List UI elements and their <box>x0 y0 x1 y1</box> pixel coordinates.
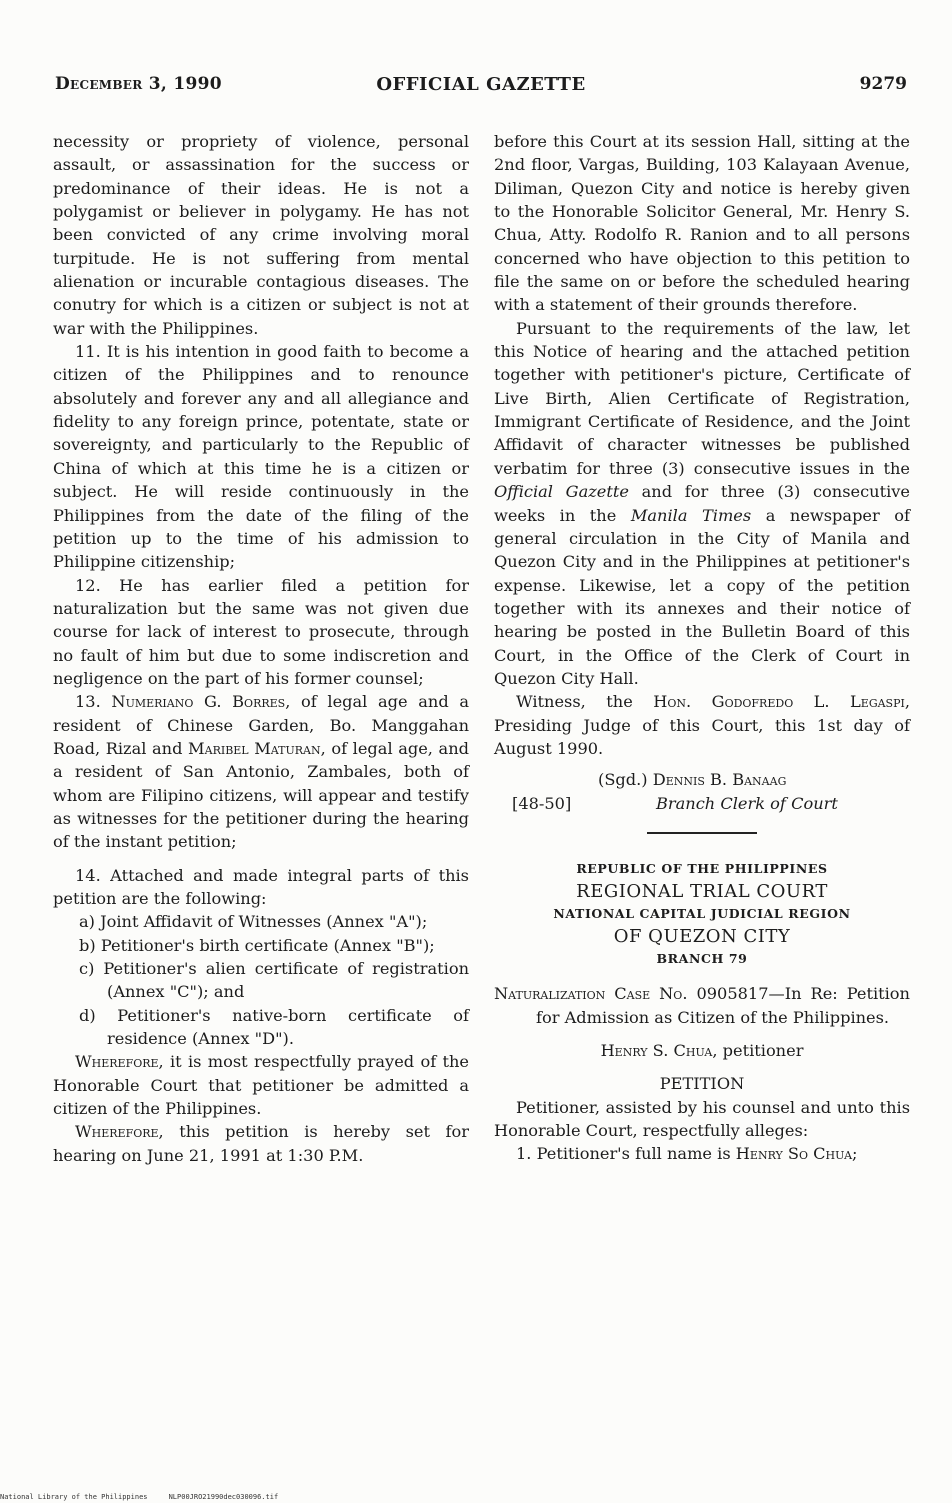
witness-text: Witness, the <box>516 692 654 712</box>
annex-a: a) Joint Affidavit of Witnesses (Annex "A"); <box>79 912 428 932</box>
paragraph-13 <box>53 690 469 853</box>
official-gazette-ref: Official Gazette <box>494 482 629 502</box>
witness-name-2: Maribel Maturan <box>188 738 321 758</box>
court-city: OF QUEZON CITY <box>613 926 791 948</box>
wherefore-lead: Wherefore <box>75 1052 159 1072</box>
scan-filename: NLP00JRO21990dec030096.tif <box>168 1493 279 1501</box>
case-title: 0905817—In Re: Petition for Admission as Citizen of the Philippines. <box>536 984 910 1027</box>
allegation-1-end: ; <box>852 1144 858 1164</box>
publication-title: OFFICIAL GAZETTE <box>376 74 586 95</box>
clerk-name: Dennis B. Banaag <box>652 770 787 790</box>
signature-block <box>494 768 910 818</box>
case-caption <box>494 982 910 1029</box>
page-header <box>55 74 907 102</box>
notice-continued: before this Court at its session Hall, sitting at the 2nd floor, Vargas, Building, 103 Kalayaan Avenue, Diliman, Quezon City and notice is hereby given to the Honorable Solicitor General, Mr. Henry S. Chua, Atty. Rodolfo R. Ranion and to all persons concerned who have objection to this petition to file the same on or before the scheduled hearing with a statement of their grounds therefore. <box>494 132 910 315</box>
library-credit: National Library of the Philippines <box>0 1493 148 1501</box>
paragraph-12: 12. He has earlier filed a petition for naturalization but the same was not given due course for lack of interest to prosecute, through no fault of him but due to some indiscretion and negligence on the part of his former counsel; <box>53 575 469 688</box>
left-column <box>53 130 469 1167</box>
petitioner-line <box>494 1039 910 1062</box>
paragraph-11: 11. It is his intention in good faith to become a citizen of the Philippines and to renounce absolutely and forever any and all allegiance and fidelity to any foreign prince, potentate, state or sovereignty, and particularly to the Republic of China of which at this time he is a citizen or subject. He will reside continuously in the Philippines from the date of the filing of the petition up to the time of his admission to Philippine citizenship; <box>53 342 469 572</box>
publication-order <box>494 317 910 691</box>
signed-mark: (Sgd.) <box>598 770 653 790</box>
witness-clause <box>494 690 910 760</box>
wherefore-prayer <box>53 1050 469 1120</box>
annex-b: b) Petitioner's birth certificate (Annex "B"); <box>79 935 435 955</box>
judge-name: Hon. Godofredo L. Legaspi <box>653 692 905 712</box>
annex-d: d) Petitioner's native-born certificate of residence (Annex "D"). <box>79 1005 469 1049</box>
court-branch: BRANCH 79 <box>656 951 748 967</box>
court-republic: REPUBLIC OF THE PHILIPPINES <box>576 861 828 877</box>
paragraph-13-text-end: , of legal age, and a resident of San Antonio, Zambales, both of whom are Filipino citizens, will appear and testify as witnesses for the petitioner during the hearing of the instant petition; <box>53 738 469 852</box>
witness-text-2: , Presiding Judge of this Court, this 1st day of August 1990. <box>494 692 910 758</box>
issue-date: December 3, 1990 <box>55 74 222 94</box>
court-region: NATIONAL CAPITAL JUDICIAL REGION <box>553 906 851 922</box>
petitioner-role: , petitioner <box>712 1040 804 1060</box>
section-divider <box>647 832 757 834</box>
paragraph-14: 14. Attached and made integral parts of this petition are the following: <box>53 865 469 908</box>
right-column <box>494 130 910 1166</box>
wherefore-text: , it is most respectfully prayed of the Honorable Court that petitioner be admitted a citizen of the Philippines. <box>53 1052 469 1119</box>
petition-intro: Petitioner, assisted by his counsel and unto this Honorable Court, respectfully alleges: <box>494 1097 910 1140</box>
court-name: REGIONAL TRIAL COURT <box>576 881 828 903</box>
allegation-1-text: 1. Petitioner's full name is <box>516 1144 736 1164</box>
issue-numbers: [48-50] <box>512 794 572 814</box>
petition-heading: PETITION <box>659 1074 745 1094</box>
paragraph-13-number: 13. <box>75 692 101 712</box>
petitioner-name: Henry S. Chua <box>600 1040 713 1060</box>
scan-footer <box>0 1493 278 1501</box>
witness-name-1: Numeriano G. Borres <box>111 692 286 712</box>
publication-order-text-2: and for three (3) consecutive weeks in the <box>494 482 911 525</box>
case-number-label: Naturalization Case No. <box>494 984 688 1004</box>
signer-line <box>598 768 786 791</box>
wherefore-hearing <box>53 1120 469 1167</box>
paragraph-13-text: , of legal age and a resident of Chinese Garden, Bo. Manggahan Road, Rizal and <box>53 692 469 758</box>
annex-c: c) Petitioner's alien certificate of registration (Annex "C"); and <box>79 959 469 1002</box>
paragraph-10-continued: necessity or propriety of violence, personal assault, or assassination for the success or predominance of their ideas. He is not a polygamist or believer in polygamy. He has not been convicted of any crime involving moral turpitude. He is not suffering from mental alienation or incurable contagious diseases. The conutry for which is a citizen or subject is not at war with the Philippines. <box>53 132 469 338</box>
manila-times-ref: Manila Times <box>630 505 752 525</box>
publication-order-text-3: a newspaper of general circulation in the City of Manila and Quezon City and in the Philippines at petitioner's expense. Likewise, let a copy of the petition together with its annexes and their notice of hearing be posted in the Bulletin Board of this Court, in the Office of the Clerk of Court in Quezon City Hall. <box>494 505 911 688</box>
wherefore-lead-2: Wherefore <box>75 1122 159 1142</box>
full-name: Henry So Chua <box>735 1144 853 1164</box>
allegation-1 <box>494 1142 910 1165</box>
publication-order-text: Pursuant to the requirements of the law, let this Notice of hearing and the attached petition together with petitioner's picture, Certificate of Live Birth, Alien Certificate of Registration, Immigrant Certificate of Residence, and the Joint Affidavit of character witnesses be published verbatim for three (3) consecutive issues in the <box>494 318 910 478</box>
wherefore-text-2: , this petition is hereby set for hearing on June 21, 1991 at 1:30 P.M. <box>53 1122 469 1165</box>
page-number: 9279 <box>859 74 907 94</box>
clerk-title: Branch Clerk of Court <box>656 794 838 814</box>
